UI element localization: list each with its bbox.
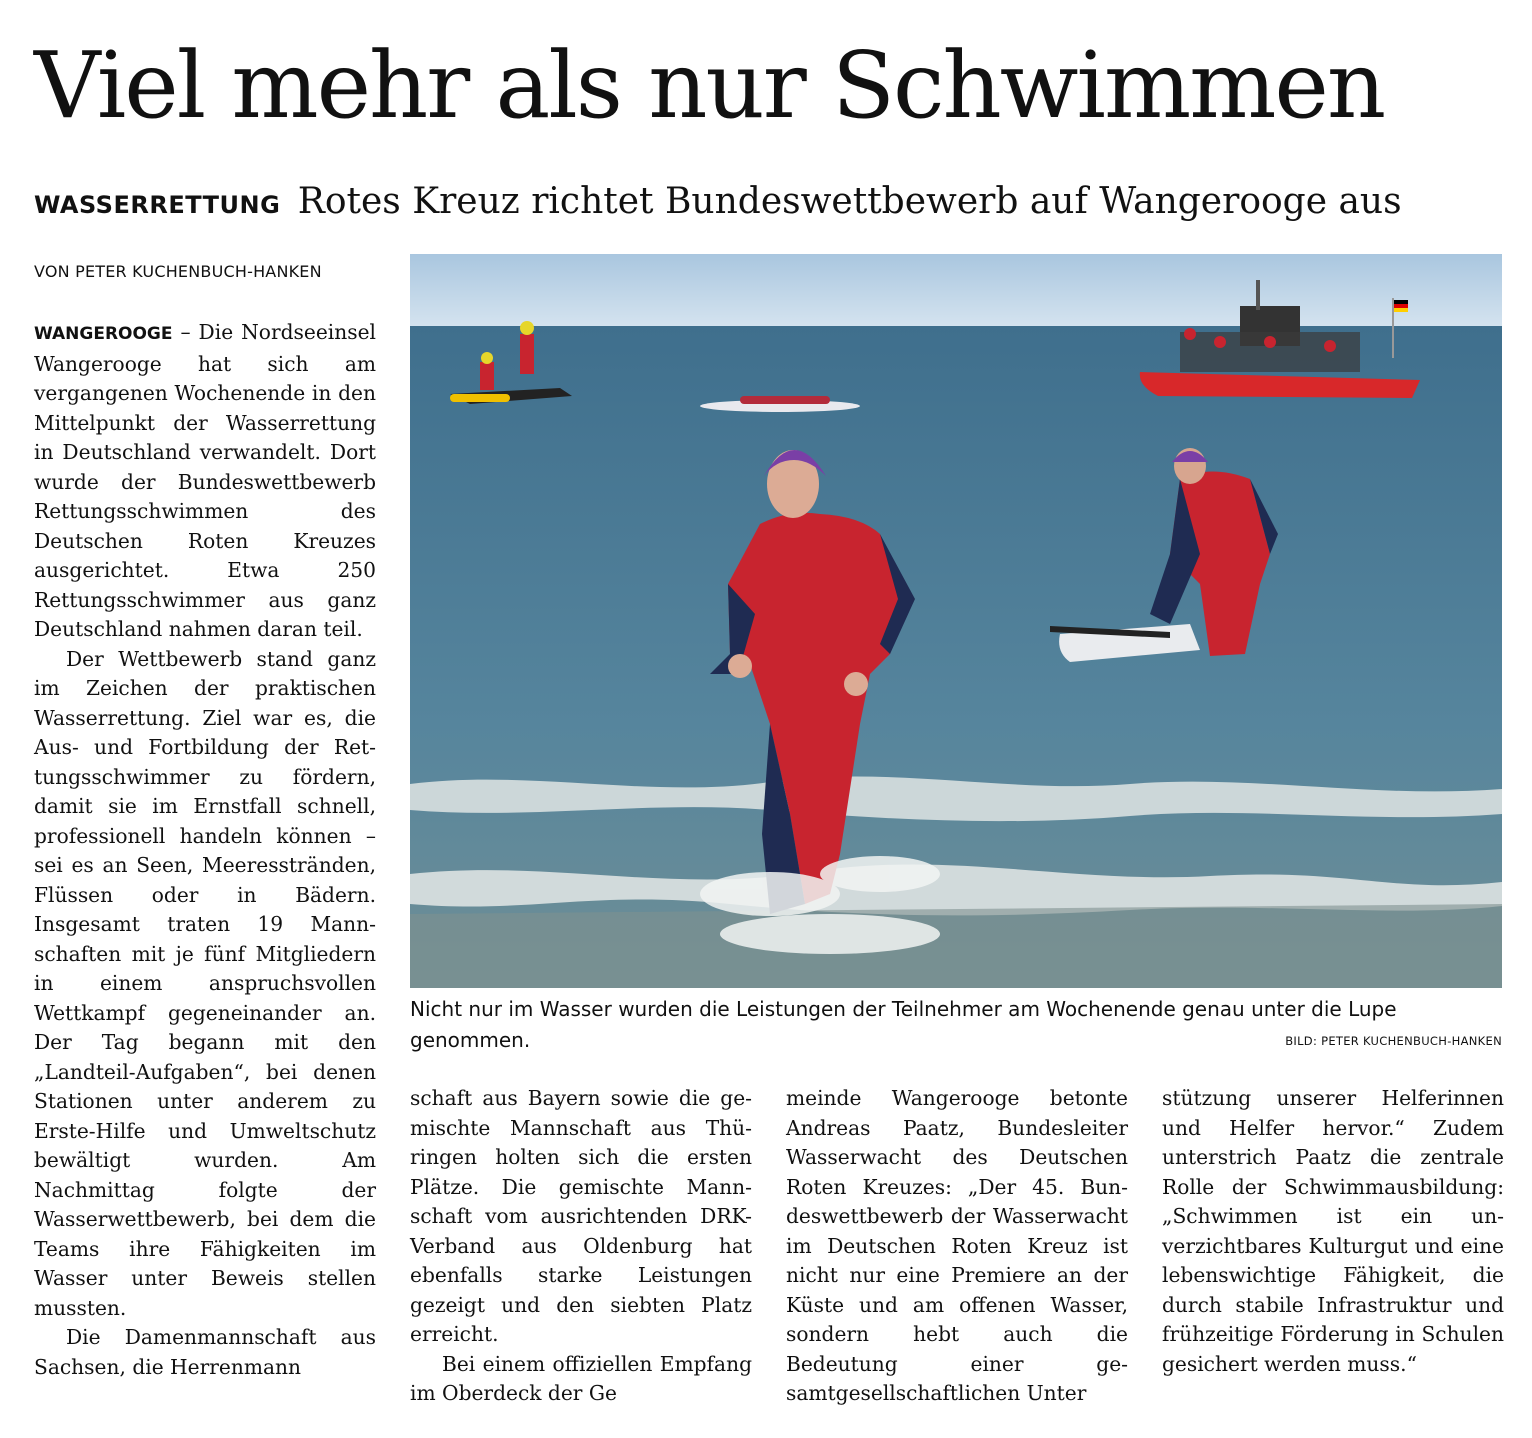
sky (410, 254, 1502, 326)
article-column-4 (1162, 1084, 1504, 1379)
paragraph: Der Wettbewerb stand ganz im Zeichen der praktischen Wasserrettung. Ziel war es, die Aus- und Fortbildung der Rettungsschwimmer zu fördern, damit sie im Ernstfall schnell, professionell handeln können – sei es an Seen, Meeresstränden, Flüssen oder in Bädern. Insgesamt traten 19 Mannschaften mit je fünf Mitgliedern in einem anspruchsvollen Wettkampf gegeneinander an. Der Tag begann mit den „Landteil-Aufgaben“, bei denen Stationen unter anderem zu Erste-Hilfe und Umweltschutz bewältigt wurden. Am Nachmittag folgte der Wasserwettbewerb, bei dem die Teams ihre Fähigkeiten im Wasser unter Beweis stellen mussten. (34, 646, 376, 1320)
dateline: WANGEROOGE (34, 324, 173, 344)
paragraph: schaft aus Bayern sowie die gemischte Mannschaft aus Thüringen holten sich die ersten Plätze. Die gemischte Mannschaft vom ausrichtenden DRK-Verband aus Oldenburg hat ebenfalls starke Leistungen gezeigt und den siebten Platz erreicht. (410, 1086, 752, 1346)
shallow-water (410, 904, 1502, 988)
paragraph: stützung unserer Helferinnen und Helfer hervor.“ Zudem unterstrich Paatz die zentrale Rolle der Schwimmausbildung: „Schwimmen ist ein unverzichtbares Kulturgut und eine lebenswichtige Fähigkeit, die durch stabile Infrastruktur und frühzeitige Förderung in Schulen gesichert werden muss.“ (1162, 1086, 1504, 1376)
subheadline-line (34, 176, 1504, 231)
photo-credit: BILD: PETER KUCHENBUCH-HANKEN (1285, 1034, 1502, 1048)
article-column-1 (34, 318, 376, 1382)
paragraph: meinde Wangerooge betonte Andreas Paatz, Bundesleiter Wasserwacht des Deutschen Roten Kreuzes: „Der 45. Bundeswettbewerb der Wasserwacht im Deutschen Roten Kreuz ist nicht nur eine Premiere an der Küste und am offenen Wasser, sondern hebt auch die Bedeutung einer gesamtgesellschaftlichen Unter (786, 1086, 1128, 1405)
kicker: WASSERRETTUNG (34, 191, 281, 219)
headline: Viel mehr als nur Schwimmen (34, 32, 1385, 139)
paragraph (34, 318, 376, 645)
paragraph: Die Damenmannschaft aus Sachsen, die Herrenmann (34, 1325, 376, 1379)
paragraph-text: – Die Nordseeinsel Wangerooge hat sich am vergangenen Wochenende in den Mittelpunkt der Wasserrettung in Deutschland verwandelt. Dort wurde der Bundeswettbewerb Rettungsschwimmen des Deutschen Roten Kreuzes ausgerichtet. Etwa 250 Rettungsschwimmer aus ganz Deutschland nahmen daran teil. (34, 320, 376, 641)
article-column-2 (410, 1084, 752, 1409)
photo-caption: Nicht nur im Wasser wurden die Leistungen der Teilnehmer am Wochenende genau unter die Lupe genommen. (410, 997, 1397, 1052)
byline: VON PETER KUCHENBUCH-HANKEN (34, 262, 322, 281)
article-column-3 (786, 1084, 1128, 1409)
article-photo (410, 254, 1502, 988)
paragraph: Bei einem offiziellen Empfang im Oberdeck der Ge (410, 1351, 752, 1405)
subheadline: Rotes Kreuz richtet Bundeswettbewerb auf Wangerooge aus (297, 181, 1402, 222)
